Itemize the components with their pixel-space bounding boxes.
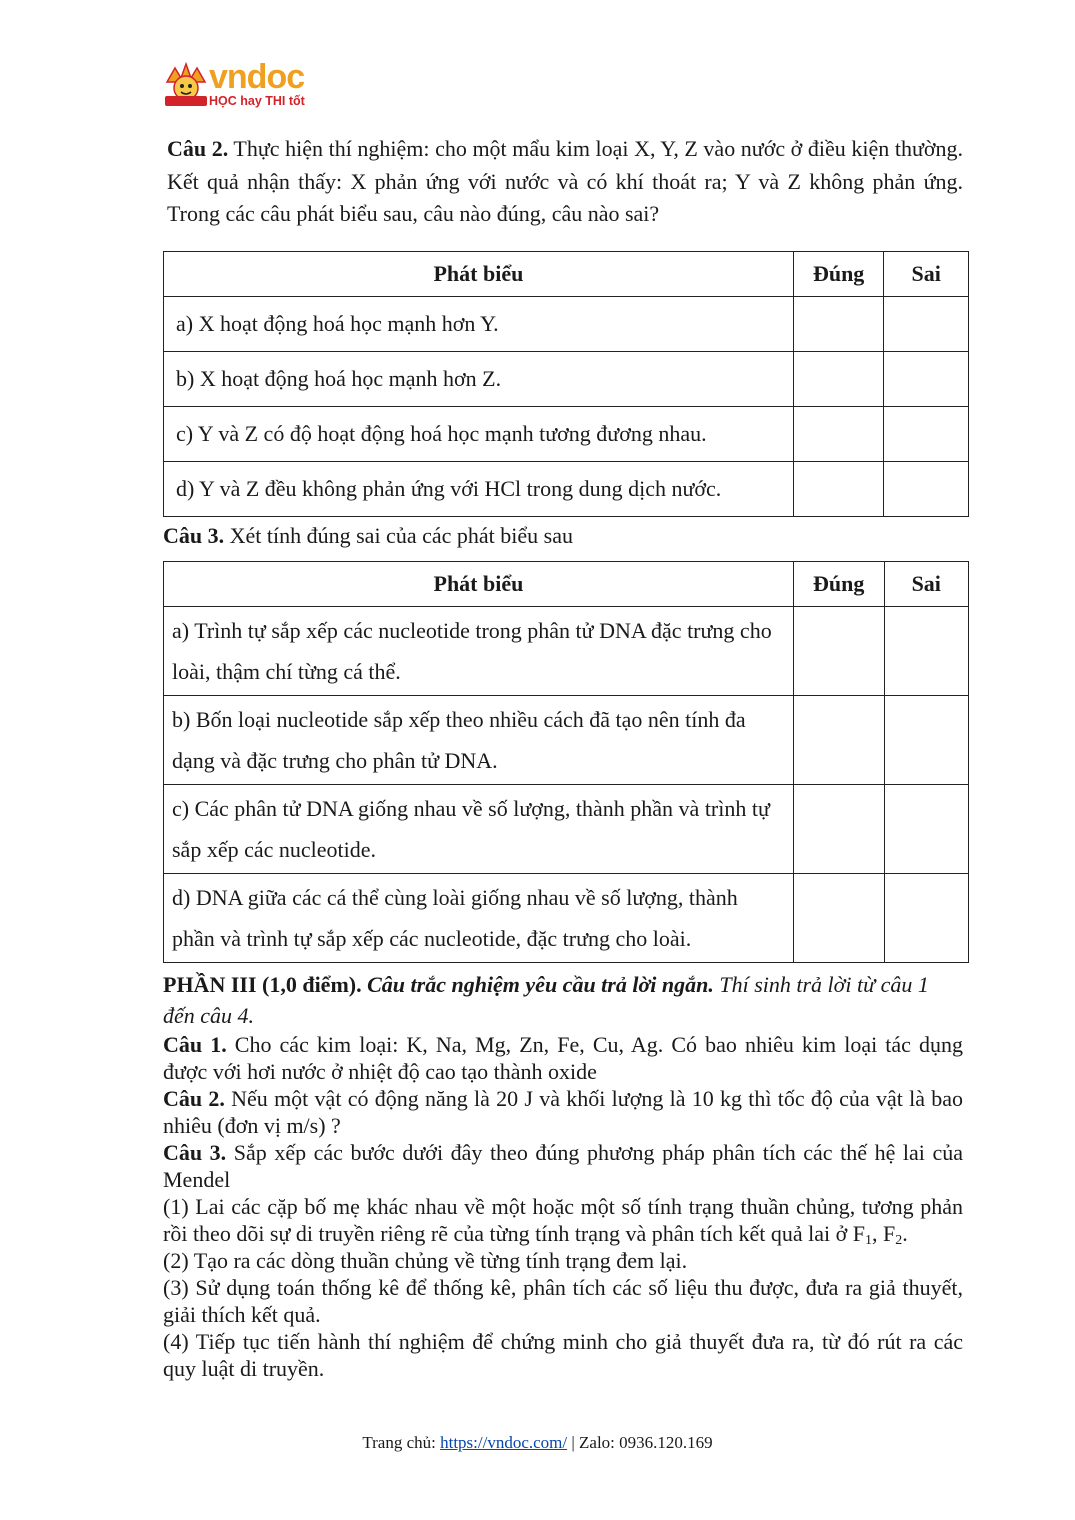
part-instruction: Thí sinh trả lời từ câu 1 đến câu 4.	[163, 971, 929, 1028]
true-answer-cell[interactable]	[793, 351, 884, 406]
step-1-text: (1) Lai các cặp bố mẹ khác nhau về một hoặc một số tính trạng thuần chủng, tương phản rồi theo dõi sự di truyền riêng rẽ của từng tính trạng và phân tích kết quả lai ở F	[163, 1193, 963, 1246]
vndoc-logo[interactable]	[163, 58, 323, 114]
question-text: Thực hiện thí nghiệm: cho một mẩu kim loại X, Y, Z vào nước ở điều kiện thường. Kết quả nhận thấy: X phản ứng với nước và có khí thoát ra; Y và Z không phản ứng. Trong các câu phát biểu sau, câu nào đúng, câu nào sai?	[167, 136, 964, 226]
footer-prefix: Trang chủ:	[362, 1433, 441, 1452]
header-false: Sai	[884, 561, 969, 606]
step-2: (2) Tạo ra các dòng thuần chủng về từng tính trạng đem lại.	[163, 1247, 688, 1273]
question-2	[163, 133, 963, 231]
step-4: (4) Tiếp tục tiến hành thí nghiệm để chứng minh cho giả thuyết đưa ra, từ đó rút ra các quy luật di truyền.	[163, 1328, 963, 1381]
part3-question-2	[163, 1085, 963, 1139]
f1-subscript: 1	[865, 1232, 873, 1248]
false-answer-cell[interactable]	[884, 784, 969, 873]
part3-question-1	[163, 1031, 963, 1085]
part-3-questions	[163, 1031, 963, 1382]
logo-wordmark: vndoc	[209, 58, 305, 96]
true-answer-cell[interactable]	[793, 695, 884, 784]
question-text: Nếu một vật có động năng là 20 J và khối lượng là 10 kg thì tốc độ của vật là bao nhiêu (đơn vị m/s) ?	[163, 1085, 963, 1138]
statement-cell: b) X hoạt động hoá học mạnh hơn Z.	[164, 351, 794, 406]
true-answer-cell[interactable]	[793, 784, 884, 873]
false-answer-cell[interactable]	[884, 873, 969, 962]
header-false: Sai	[884, 251, 969, 296]
homepage-link[interactable]: https://vndoc.com/	[440, 1433, 568, 1452]
false-answer-cell[interactable]	[884, 695, 969, 784]
statement-cell: c) Các phân tử DNA giống nhau về số lượng, thành phần và trình tự sắp xếp các nucleotide.	[164, 784, 794, 873]
question-text: Sắp xếp các bước dưới đây theo đúng phương pháp phân tích các thế hệ lai của Mendel	[163, 1139, 963, 1192]
step-3: (3) Sử dụng toán thống kê để thống kê, phân tích các số liệu thu được, đưa ra giả thuyết, giải thích kết quả.	[163, 1274, 963, 1327]
statement-cell: d) Y và Z đều không phản ứng với HCl trong dung dịch nước.	[164, 461, 794, 516]
statement-table-q2	[163, 251, 969, 517]
statement-cell: c) Y và Z có độ hoạt động hoá học mạnh tương đương nhau.	[164, 406, 794, 461]
header-statement: Phát biểu	[164, 561, 794, 606]
false-answer-cell[interactable]	[884, 296, 969, 351]
question-label: Câu 1.	[163, 1031, 227, 1057]
true-answer-cell[interactable]	[793, 406, 884, 461]
false-answer-cell[interactable]	[884, 351, 969, 406]
statement-cell: a) Trình tự sắp xếp các nucleotide trong phân tử DNA đặc trưng cho loài, thậm chí từng cá thể.	[164, 606, 794, 695]
table-row	[164, 296, 969, 351]
header-statement: Phát biểu	[164, 251, 794, 296]
f2-subscript: 2	[895, 1232, 903, 1248]
question-text: Cho các kim loại: K, Na, Mg, Zn, Fe, Cu, Ag. Có bao nhiêu kim loại tác dụng được với hơi nước ở nhiệt độ cao tạo thành oxide	[163, 1031, 963, 1084]
crown-mascot-icon	[163, 62, 209, 110]
f-separator: , F	[872, 1220, 896, 1246]
question-label: Câu 3.	[163, 522, 225, 548]
part-subtitle: Câu trắc nghiệm yêu cầu trả lời ngắn.	[361, 971, 714, 997]
statement-table-q3	[163, 561, 969, 963]
part3-question-3	[163, 1139, 963, 1193]
table-row	[164, 461, 969, 516]
header-true: Đúng	[793, 251, 884, 296]
footer-contact: | Zalo: 0936.120.169	[567, 1433, 713, 1452]
page-content	[163, 133, 963, 1382]
false-answer-cell[interactable]	[884, 606, 969, 695]
table-row	[164, 873, 969, 962]
logo-tagline: HỌC hay THI tốt	[209, 94, 305, 108]
part-title: PHẦN III (1,0 điểm).	[163, 971, 362, 997]
table-header-row	[164, 561, 969, 606]
table-row	[164, 606, 969, 695]
statement-cell: b) Bốn loại nucleotide sắp xếp theo nhiều cách đã tạo nên tính đa dạng và đặc trưng cho phân tử DNA.	[164, 695, 794, 784]
question-3	[163, 523, 963, 549]
page-footer	[0, 1433, 1075, 1453]
true-answer-cell[interactable]	[793, 606, 884, 695]
part-3-heading	[163, 969, 963, 1031]
statement-cell: d) DNA giữa các cá thể cùng loài giống nhau về số lượng, thành phần và trình tự sắp xếp các nucleotide, đặc trưng cho loài.	[164, 873, 794, 962]
table-row	[164, 784, 969, 873]
false-answer-cell[interactable]	[884, 406, 969, 461]
false-answer-cell[interactable]	[884, 461, 969, 516]
step-1	[163, 1193, 963, 1247]
table-header-row	[164, 251, 969, 296]
header-true: Đúng	[793, 561, 884, 606]
table-row	[164, 695, 969, 784]
table-row	[164, 406, 969, 461]
statement-cell: a) X hoạt động hoá học mạnh hơn Y.	[164, 296, 794, 351]
question-label: Câu 3.	[163, 1139, 227, 1165]
question-text: Xét tính đúng sai của các phát biểu sau	[224, 522, 573, 548]
true-answer-cell[interactable]	[793, 461, 884, 516]
table-row	[164, 351, 969, 406]
true-answer-cell[interactable]	[793, 873, 884, 962]
true-answer-cell[interactable]	[793, 296, 884, 351]
f-end: .	[902, 1220, 908, 1246]
question-label: Câu 2.	[167, 136, 229, 161]
question-label: Câu 2.	[163, 1085, 225, 1111]
